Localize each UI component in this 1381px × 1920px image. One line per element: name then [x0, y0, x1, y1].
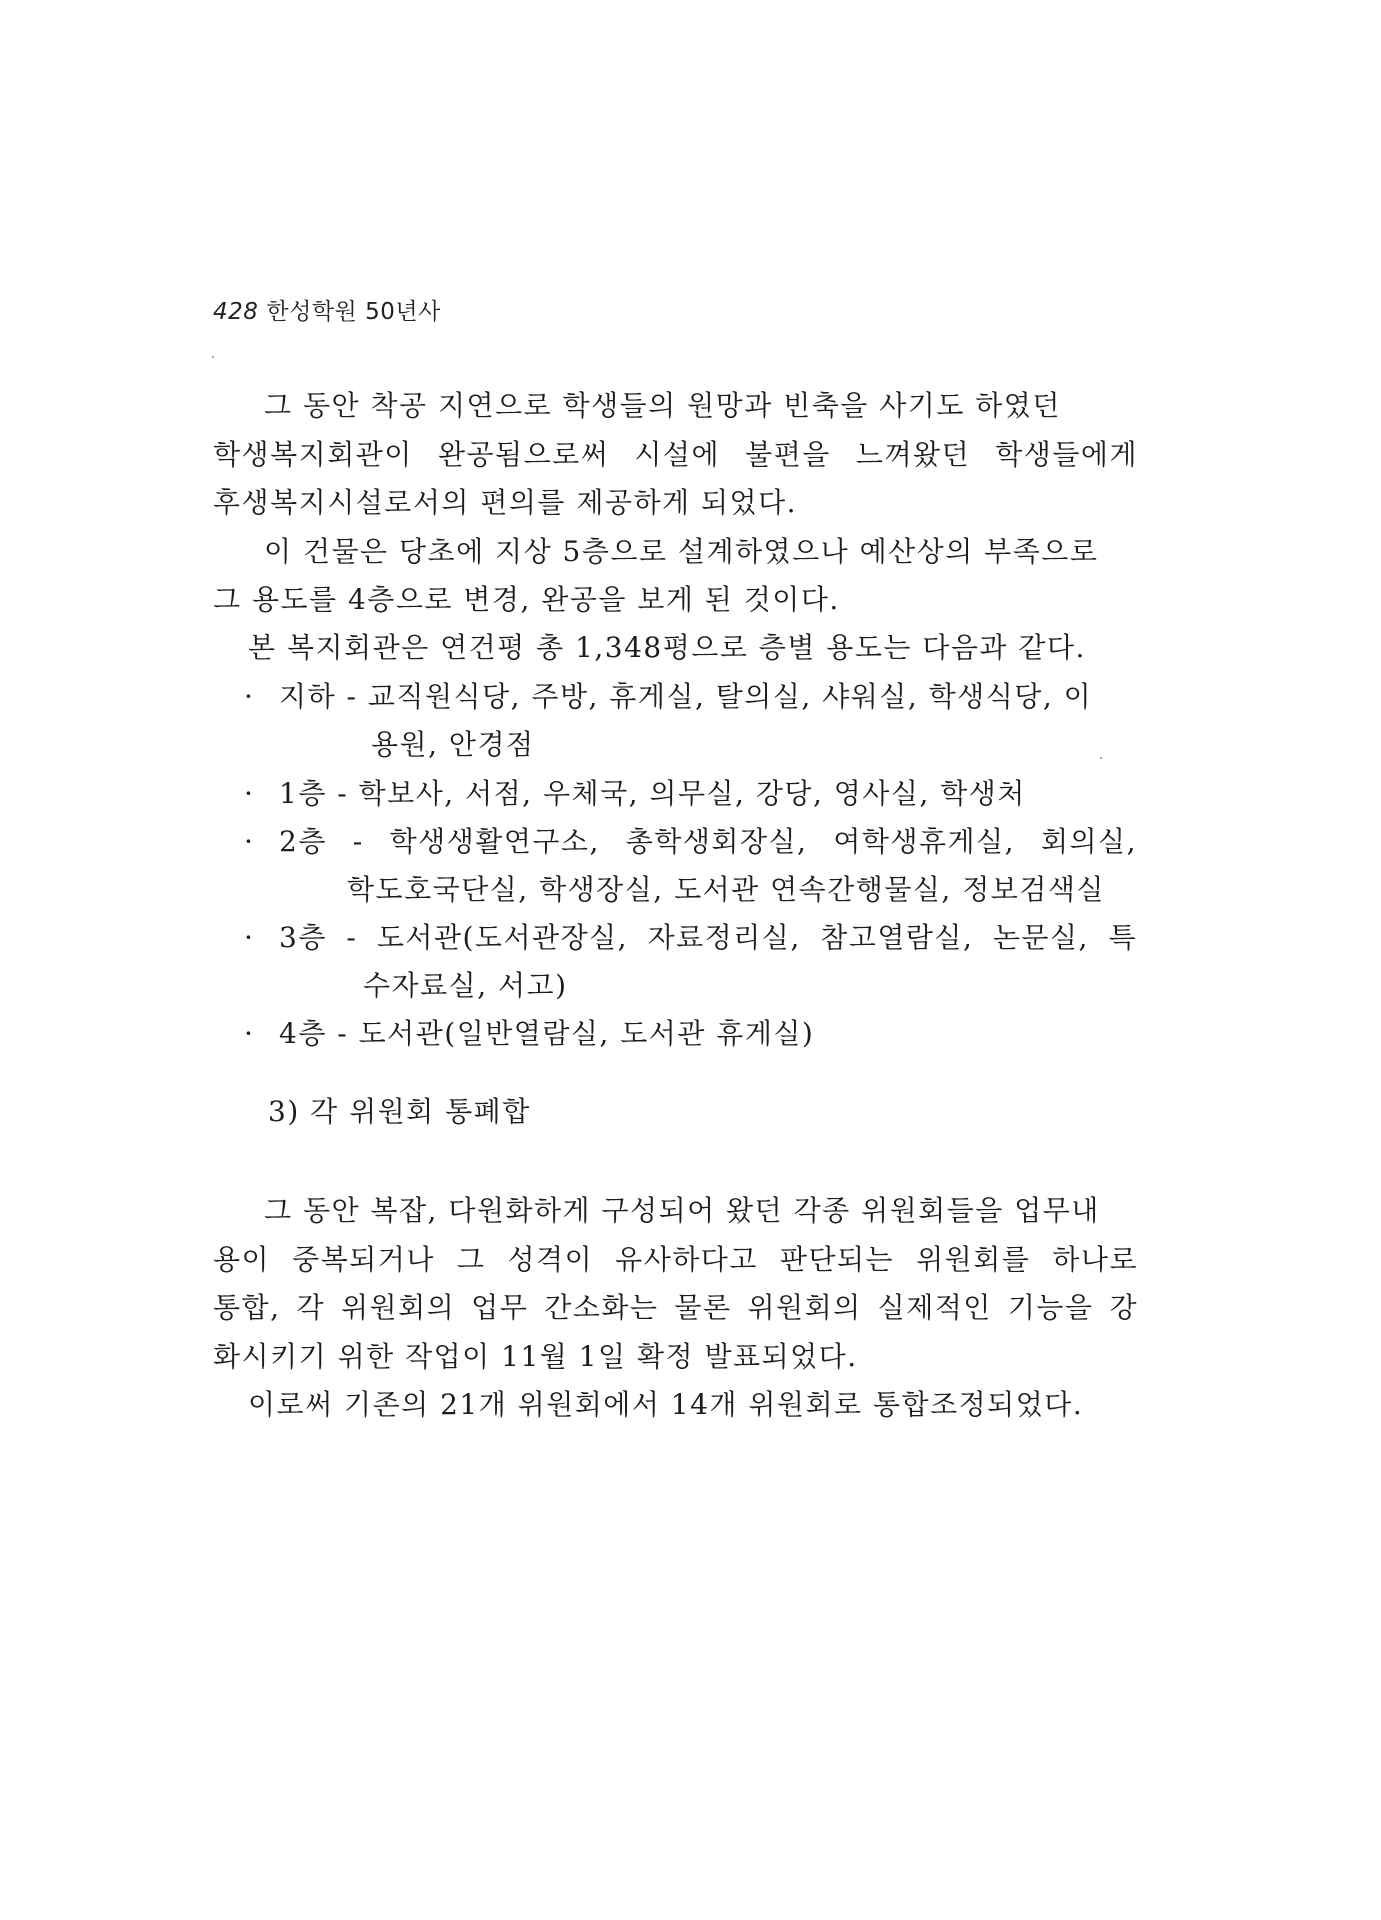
- paragraph-3: 본 복지회관은 연건평 총 1,348평으로 층별 용도는 다음과 같다.: [248, 631, 1086, 664]
- paragraph-4-line-1: 그 동안 복잡, 다원화하게 구성되어 왔던 각종 위원회들을 업무내: [264, 1194, 1100, 1227]
- paragraph-2-line-1: 이 건물은 당초에 지상 5층으로 설계하였으나 예산상의 부족으로: [264, 535, 1099, 568]
- list-bullet: ·: [244, 825, 253, 858]
- book-title: 한성학원 50년사: [266, 299, 441, 325]
- floor-item-line: 4층 - 도서관(일반열람실, 도서관 휴게실): [279, 1017, 815, 1050]
- running-header: [213, 293, 441, 326]
- section-heading: 3) 각 위원회 통폐합: [268, 1095, 531, 1128]
- paragraph-1-line-2: 학생복지회관이 완공됨으로써 시설에 불편을 느껴왔던 학생들에게: [213, 438, 1138, 471]
- paragraph-4-line-4: 화시키기 위한 작업이 11월 1일 확정 발표되었다.: [213, 1340, 858, 1373]
- paragraph-1-line-1: 그 동안 착공 지연으로 학생들의 원망과 빈축을 사기도 하였던: [264, 389, 1061, 422]
- list-bullet: ·: [244, 1017, 253, 1050]
- floor-item-line: 3층 - 도서관(도서관장실, 자료정리실, 참고열람실, 논문실, 특: [279, 921, 1137, 954]
- list-bullet: ·: [244, 680, 253, 713]
- paragraph-4-line-3: 통합, 각 위원회의 업무 간소화는 물론 위원회의 실제적인 기능을 강: [213, 1291, 1138, 1324]
- scan-mark: [1100, 757, 1102, 759]
- list-bullet: ·: [244, 921, 253, 954]
- paragraph-1-line-3: 후생복지시설로서의 편의를 제공하게 되었다.: [213, 486, 798, 519]
- scan-mark: [212, 356, 214, 358]
- floor-item-line: 지하 - 교직원식당, 주방, 휴게실, 탈의실, 샤워실, 학생식당, 이: [279, 680, 1093, 713]
- floor-item-line: 2층 - 학생생활연구소, 총학생회장실, 여학생휴게실, 회의실,: [279, 825, 1137, 858]
- paragraph-2-line-2: 그 용도를 4층으로 변경, 완공을 보게 된 것이다.: [213, 583, 840, 616]
- floor-item-line: 학도호국단실, 학생장실, 도서관 연속간행물실, 정보검색실: [347, 873, 1105, 906]
- paragraph-5: 이로써 기존의 21개 위원회에서 14개 위원회로 통합조정되었다.: [248, 1388, 1084, 1421]
- floor-item-line: 1층 - 학보사, 서점, 우체국, 의무실, 강당, 영사실, 학생처: [279, 777, 1026, 810]
- floor-item-line: 수자료실, 서고): [363, 969, 568, 1002]
- page-number: 428: [213, 299, 259, 325]
- paragraph-4-line-2: 용이 중복되거나 그 성격이 유사하다고 판단되는 위원회를 하나로: [213, 1243, 1138, 1276]
- floor-item-line: 용원, 안경점: [371, 728, 535, 761]
- list-bullet: ·: [244, 777, 253, 810]
